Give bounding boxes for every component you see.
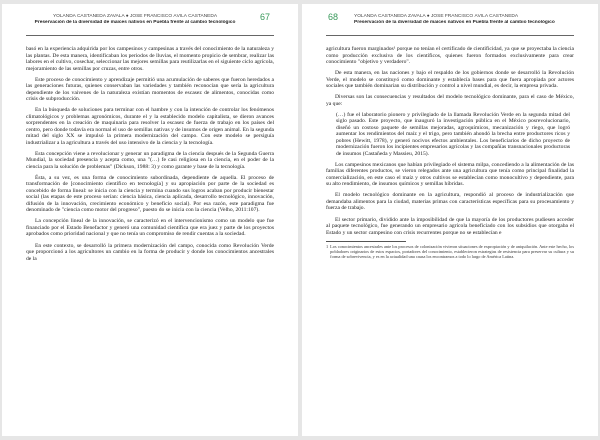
- header-rule: [326, 35, 574, 36]
- header-text: [354, 14, 574, 26]
- page-header: [326, 8, 574, 36]
- right-page-body: [326, 46, 574, 259]
- paragraph: El sector primario, dividido ante la imposibilidad de que la mayoría de los productores pudiesen acceder al paquete tecnológico, fue generando un empresario agrícola beneficiado con los subsidios que otorgaba el Estado y un sector campesino con crisis recurrentes porque no se establecían e: [326, 216, 574, 236]
- paragraph: agricultura fueron marginados¹ porque no tenían el certificado de cientificidad, ya que se proyectaba la ciencia como producción exclusiva de los científicos, quienes fueron formados exclusivamente para crear conocimiento "objetivo y verdadero".: [326, 46, 574, 65]
- header-authors: YOLANDA CASTAÑEDA ZAVALA ● JOSÉ FRANCISCO ÁVILA CASTAÑEDA: [52, 14, 218, 19]
- footnote-text: Los conocimientos ancestrales ante los procesos de colonización vivieron situaciones de expropiación y de aniquilación. Ante este hecho, los pobladores originarios de estos espacios, portadores del conocimiento, establecieron estrategias de resistencia para preservar su cultura y su forma de sobrevivencia, y es en la actualidad una causa los encontramos a todo lo largo de América Latina.: [330, 243, 574, 259]
- footnote: [326, 244, 574, 259]
- paragraph: basó en la experiencia adquirida por los campesinos y campesinas a través del conocimiento de la naturaleza y las plantas. De esta manera, identificaban los periodos de lluvias, el momento propicio de sembrar, realizar las labores en el cultivo, cosechar, seleccionar las mejores semillas para reutilizarlas en el siguiente ciclo agrícola, mejoramiento de las semillas por cruzas, entre otros.: [26, 46, 274, 72]
- paragraph: Diversas son las consecuencias y resultados del modelo tecnológico dominante, para el caso de México, ya que:: [326, 94, 574, 107]
- header-subtitle: Preservación de la diversidad de maíces nativos en Puebla frente al cambio tecnológico: [354, 20, 555, 25]
- paragraph: El modelo tecnológico dominante en la agricultura, respondió al proceso de industrialización que demandaba alimentos para la ciudad, materias primas con características específicas para su procesamiento y fuerza de trabajo.: [326, 192, 574, 212]
- header-authors: YOLANDA CASTAÑEDA ZAVALA ● JOSÉ FRANCISCO ÁVILA CASTAÑEDA: [354, 14, 519, 19]
- left-page: [2, 4, 298, 436]
- page-header: [26, 8, 274, 36]
- paragraph: Los campesinos mexicanos que habían privilegiado el sistema milpa, concediendo a la alimentación de las familias diferentes productos, se vieron relegados ante una agricultura que tenía como principal finalidad la comercialización, en este caso el maíz y otros cultivos se establecían como monocultivo y dependiente, para su alto rendimiento, de insumos químicos y semillas híbridas.: [326, 161, 574, 188]
- paragraph: De esta manera, en las naciones y bajo el respaldo de los gobiernos donde se desarrolló la Revolución Verde, el modelo se constituyó como dominante y establecía bases para que fuera apropiada por actores sociales que también dominarían su distribución y control a nivel mundial, es decir, la empresa privada.: [326, 70, 574, 90]
- right-page: [302, 4, 598, 436]
- page-number: 68: [328, 12, 339, 22]
- page-number: 67: [259, 12, 270, 22]
- block-quote: (…) fue el laboratorio pionero y privilegiado de la llamada Revolución Verde en la segunda mitad del siglo pasado. Este proyecto, que inauguró la investigación pública en el México posrevolucionario, diseñó un costoso paquete de semillas mejoradas, agroquímicos, mecanización y riego, que logró aumentar los rendimientos del maíz y el trigo, pero también ahondó la brecha entre productores ricos y pobres (Hewitt, 1978), y generó nocivos efectos ambientales. Los beneficiarios de dicho proyecto de modernización fueron los incipientes empresarios agrícolas y las compañías transnacionales productoras de insumos (Castañeda y Massieu, 2015).: [336, 111, 570, 157]
- footnote-mark: 1: [326, 243, 329, 249]
- header-rule: [26, 35, 274, 36]
- paragraph: Este proceso de conocimiento y aprendizaje permitió una acumulación de saberes que fueron heredados a las generaciones futuras, quienes conservaban las variedades y también reconocían que sería la agricultura dependiente de los vaivenes de la naturaleza existían momentos de escasez de alimentos, conocidas como crisis de subproducción.: [26, 76, 274, 103]
- paragraph: Ésta, a su vez, es una forma de conocimiento subordinada, dependiente de aquella. El proceso de transformación de [conocimiento científico en tecnología] y su apropiación por parte de la sociedad es concebido de forma lineal: se inicia con la ciencia y termina cuando sus logros acaban por producir bienestar social (las etapas de este proceso serían: ciencia básica, ciencia aplicada, desarrollo tecnológico, innovación, difusión de la innovación, crecimiento económico y beneficio social). Por esa razón, este paradigma fue denominado de "ciencia como motor del progreso", puesto do se inicia con la ciencia (Velho, 2011:107).: [26, 174, 274, 214]
- paragraph: Esta concepción viene a revolucionar y generar un paradigma de la ciencia después de la Segunda Guerra Mundial, la sociedad presencia y acepta como, una "(…) fe casi religiosa en la ciencia, en el poder de la ciencia para la solución de problemas" (Dickson, 1988: 3) y como garante y base de la tecnología.: [26, 150, 274, 170]
- paragraph: En este contexto, se desarrolló la primera modernización del campo, conocida como Revolución Verde que proporcionó a los agricultores un cambio en la forma de producir y donde los conocimientos ancestrales de la: [26, 242, 274, 262]
- header-subtitle: Preservación de la diversidad de maíces nativos en Puebla frente al cambio tecnológico: [34, 20, 236, 25]
- paragraph: La concepción lineal de la innovación, se caracterizó en el intervencionismo como un modelo que fue financiado por el Estado Benefactor y generó una comunidad científica que era juez y parte de los proyectos aprobados como prioridad nacional y que no tenía un compromiso de rendir cuentas a la sociedad.: [26, 218, 274, 238]
- header-text: [26, 14, 244, 26]
- paragraph: En la búsqueda de soluciones para terminar con el hambre y con la intención de controlar los fenómenos climatológicos y problemas agronómicos, durante el y la establecido modelo capitalista, se dieron avances sorprendentes en la creación de maquinaria para resolver la escasez de fuerza de trabajo en los países del centro, pero donde todavía era normal el uso de semillas nativas y de insumos de origen animal. En la segunda mitad del siglo XX se impulsó la primera modernización del campo. Con este modelo se persiguía industrializar a la agricultura a través del uso intensivo de la ciencia y la tecnología.: [26, 107, 274, 146]
- footnote-rule: [326, 241, 406, 242]
- left-page-body: [26, 46, 274, 262]
